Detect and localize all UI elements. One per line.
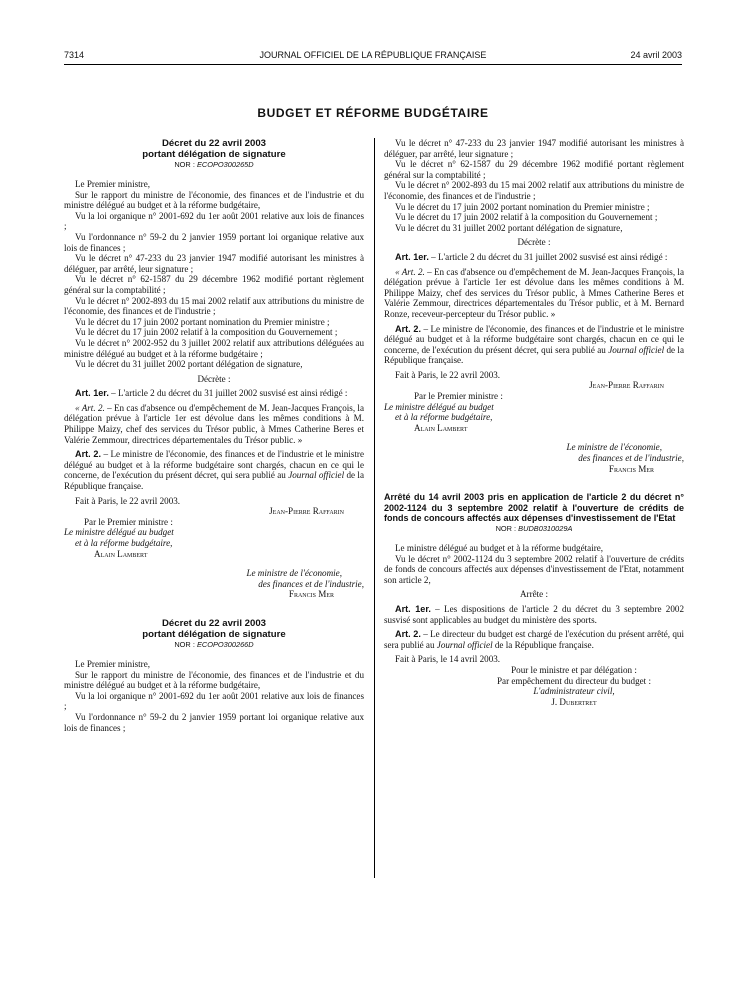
journal-title: JOURNAL OFFICIEL DE LA RÉPUBLIQUE FRANÇAISE [259,50,487,60]
arrete-nor: NOR : BUDB0310029A [495,524,573,533]
decree1-para: Vu le décret n° 47-233 du 23 janvier 1947 modifié autorisant les ministres à déléguer, par arrêté, leur signature ; [64,253,364,274]
decree2-para: Vu le décret n° 2002-893 du 15 mai 2002 relatif aux attributions du ministre de l'économie, des finances et de l'industrie ; [384,180,684,201]
decree1-min-budget: Le ministre délégué au budget [64,527,174,538]
right-column [384,138,684,707]
decree1-para: Vu le décret n° 2002-893 du 15 mai 2002 relatif aux attributions du ministre de l'économie, des finances et de l'industrie ; [64,295,364,317]
decree1-para: Vu le décret du 17 juin 2002 portant nomination du Premier ministre ; [75,316,330,327]
decree2-para: Le Premier ministre, [75,658,151,669]
decree1-decrete: Décrète : [197,373,231,384]
decree1-para: Vu le décret n° 2002-952 du 3 juillet 2002 relatif aux attributions déléguées au ministre délégué au budget et à la réforme budgétaire ; [64,337,364,359]
decree2-para: Vu la loi organique n° 2001-692 du 1er août 2001 relative aux lois de finances ; [64,690,364,712]
arrete-sig-line1: Pour le ministre et par délégation : [511,664,637,675]
header-rule [64,64,682,65]
decree1-para: Vu l'ordonnance n° 59-2 du 2 janvier 1959 portant loi organique relative aux lois de finances ; [64,231,364,253]
arrete-title: Arrêté du 14 avril 2003 pris en application de l'article 2 du décret n° 2002-1124 du 3 septembre 2002 relatif à l'ouverture de crédits de fonds de concours affectés aux dépenses d'investissement de l'Etat [384,492,684,524]
decree2-signatory: Jean-Pierre Raffarin [589,380,664,391]
decree1-article-2: Art. 2. – Le ministre de l'économie, des finances et de l'industrie et le ministre délégué au budget et à la réforme budgétaire sont chargés, chacun en ce qui le concerne, de l'exécution du présent décret, qui sera publié au Journal officiel de la République française. [64,449,364,492]
decree1-article-1-quote: « Art. 2. – En cas d'absence ou d'empêchement de M. Jean-Jacques François, la délégation prévue à l'article 1er est dévolue dans les mêmes conditions à M. Philippe Maizy, chef des services du Trésor public, à Mmes Catherine Beres et Valérie Zemmour, directrices départementales du Trésor public. » [64,402,364,445]
decree1-min-budget-2: et à la réforme budgétaire, [75,538,173,548]
column-divider [374,138,375,878]
arrete-sig-line2: Par empêchement du directeur du budget : [496,675,652,686]
decree2-para: Vu le décret du 17 juin 2002 portant nomination du Premier ministre ; [395,201,650,212]
decree1-article-1: Art. 1er. – L'article 2 du décret du 31 juillet 2002 susvisé est ainsi rédigé : [75,388,348,399]
decree1-title-line1: Décret du 22 avril 2003 [162,138,266,149]
decree1-para: Vu la loi organique n° 2001-692 du 1er août 2001 relative aux lois de finances ; [64,210,364,232]
decree1-para: Sur le rapport du ministre de l'économie, des finances et de l'industrie et du ministre délégué au budget et à la réforme budgétaire, [64,189,364,211]
decree1-min-eco: Le ministre de l'économie, [246,568,342,579]
decree1-done: Fait à Paris, le 22 avril 2003. [75,495,181,506]
decree2-min-budget-name: Alain Lambert [414,422,468,433]
decree2-article-1: Art. 1er. – L'article 2 du décret du 31 juillet 2002 susvisé est ainsi rédigé : [395,251,668,262]
arrete-arrete: Arrête : [519,589,549,600]
decree1-para: Vu le décret du 31 juillet 2002 portant délégation de signature, [75,359,303,370]
decree2-title-line2: portant délégation de signature [142,628,286,640]
decree2-title-line1: Décret du 22 avril 2003 [162,617,266,629]
decree2-para: Vu l'ordonnance n° 59-2 du 2 janvier 1959 portant loi organique relative aux lois de finances ; [64,711,364,733]
decree2-article-1-quote: « Art. 2. – En cas d'absence ou d'empêchement de M. Jean-Jacques François, la délégation prévue à l'article 1er est dévolue dans les mêmes conditions à M. Philippe Maizy, chef des services du Trésor public, à Mmes Catherine Beres et Valérie Zemmour, directrices départementales du Trésor public, et à M. Bernard Ronze, receveur-percepteur du Trésor public. » [384,266,684,319]
decree1-para: Le Premier ministre, [75,179,151,189]
decree1-signatory: Jean-Pierre Raffarin [269,506,344,517]
decree2-para: Vu le décret du 17 juin 2002 relatif à la composition du Gouvernement ; [395,212,658,223]
decree2-decrete: Décrète : [517,237,551,248]
page-number: 7314 [64,50,85,60]
arrete-done: Fait à Paris, le 14 avril 2003. [395,654,501,665]
decree1-by-pm: Par le Premier ministre : [84,516,173,527]
arrete-sig-line3: L'administrateur civil, [533,686,615,697]
arrete-article-2: Art. 2. – Le directeur du budget est chargé de l'exécution du présent arrêté, qui sera publié au Journal officiel de la République française. [384,629,684,650]
decree2-min-budget: Le ministre délégué au budget [384,401,494,412]
decree1-min-eco-name: Francis Mer [288,589,334,600]
decree2-para: Sur le rapport du ministre de l'économie, des finances et de l'industrie et du ministre délégué au budget et à la réforme budgétaire, [64,669,364,691]
arrete-para: Vu le décret n° 2002-1124 du 3 septembre 2002 relatif à l'ouverture de crédits de fonds de concours affectés aux dépenses d'investissement de l'Etat, notamment son article 2, [384,553,684,585]
left-column [64,138,364,733]
decree1-title-line2: portant délégation de signature [142,149,286,160]
decree1-min-eco-2: des finances et de l'industrie, [258,578,364,589]
decree2-article-2: Art. 2. – Le ministre de l'économie, des finances et de l'industrie et le ministre délégué au budget et à la réforme budgétaire sont chargés, chacun en ce qui le concerne, de l'exécution du présent décret, qui sera publié au Journal officiel de la République française. [384,323,684,366]
arrete-sig-name: J. Dubertret [551,696,597,707]
decree2-min-budget-2: et à la réforme budgétaire, [395,412,493,423]
decree1-para: Vu le décret n° 62-1587 du 29 décembre 1962 modifié portant règlement général sur la comptabilité ; [64,274,364,295]
decree2-para: Vu le décret du 31 juillet 2002 portant délégation de signature, [395,222,623,233]
decree1-nor: NOR : ECOPO300265D [174,160,254,169]
running-header [64,50,682,64]
decree2-nor: NOR : ECOPO300266D [174,639,254,649]
decree1-min-budget-name: Alain Lambert [94,548,148,559]
decree2-by-pm: Par le Premier ministre : [414,391,503,402]
decree2-min-eco-name: Francis Mer [608,463,654,474]
arrete-article-1: Art. 1er. – Les dispositions de l'article 2 du décret du 3 septembre 2002 susvisé sont applicables au budget du ministère des sports. [384,603,684,625]
decree2-para: Vu le décret n° 62-1587 du 29 décembre 1962 modifié portant règlement général sur la comptabilité ; [384,159,684,180]
issue-date: 24 avril 2003 [630,50,682,60]
decree1-para: Vu le décret du 17 juin 2002 relatif à la composition du Gouvernement ; [75,327,338,338]
section-title: BUDGET ET RÉFORME BUDGÉTAIRE [257,106,489,120]
decree2-min-eco: Le ministre de l'économie, [566,442,662,453]
arrete-para: Le ministre délégué au budget et à la réforme budgétaire, [395,543,604,553]
decree2-para: Vu le décret n° 47-233 du 23 janvier 1947 modifié autorisant les ministres à déléguer, par arrêté, leur signature ; [384,138,684,159]
decree2-done: Fait à Paris, le 22 avril 2003. [395,369,501,380]
decree2-min-eco-2: des finances et de l'industrie, [578,453,684,464]
